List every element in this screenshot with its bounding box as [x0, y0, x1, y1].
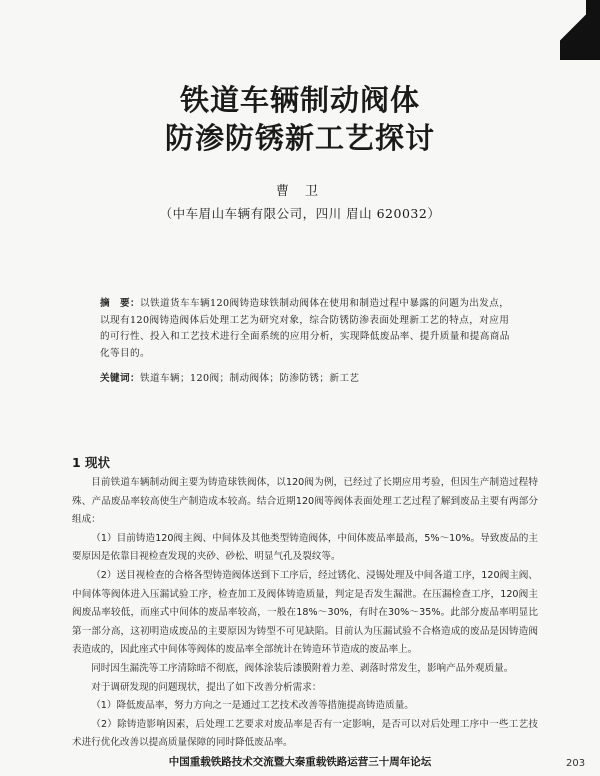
paper-title-line-1: 铁道车辆制动阀体 [179, 83, 420, 117]
author-affiliation: （中车眉山车辆有限公司，四川 眉山 620032） [159, 206, 441, 221]
paragraph: 对于调研发现的问题现状，提出了如下改善分析需求： [91, 681, 322, 693]
abstract-text: 以铁道货车车辆120阀铸造球铁制动阀体在使用和制造过程中暴露的问题为出发点，以现有120阀铸造阀体后处理工艺为研究对象，综合防锈防渗表面处理新工艺的特点，对应用的可行性、投入和工艺技术进行全面系统的应用分析，实现降低废品率、提升质量和提高商品化等目的。 [100, 298, 510, 359]
keywords [100, 370, 510, 384]
section-body [72, 474, 538, 753]
author-name: 曹 卫 [275, 184, 325, 199]
abstract [100, 296, 510, 362]
keywords-label: 关键词： [100, 373, 140, 384]
paragraph: 同时因生漏洗等工序清除暗不彻底，阀体涂装后漆膜附着力差、剥落时常发生，影响产品外观质量。 [91, 662, 514, 674]
running-footer: 中国重载铁路技术交流暨大秦重载铁路运营三十周年论坛 [168, 756, 432, 768]
paragraph: （1）目前铸造120阀主阀、中间体及其他类型铸造阀体，中间体废品率最高，5%～10%。导致废品的主要原因是依靠目视检查发现的夹砂、砂松、明显气孔及裂纹等。 [72, 532, 538, 563]
paper-title-line-2: 防渗防锈新工艺探讨 [164, 121, 435, 155]
keywords-text: 铁道车辆；120阀；制动阀体；防渗防锈；新工艺 [139, 373, 360, 384]
section-heading: 1 现状 [72, 455, 111, 470]
abstract-label: 摘 要： [100, 298, 140, 309]
paragraph: （2）送目视检查的合格各型铸造阀体送到下工序后，经过锈化、浸锡处理及中间各道工序，120阀主阀、中间体等阀体进入压漏试验工序，检查加工及阀体铸造质量，判定是否发生漏泄。在压漏检查工序，120阀主阀废品率较低，而座式中间体的废品率较高，一般在18%～30%，有时在30%～35%。此部分废品率明显比第一部分高，这初明造成废品的主要原因为铸型不可见缺陷。目前认为压漏试验不合格造成的废品是因铸造阀表造成的，因此座式中间体等阀体的废品率全部统计在铸造环节造成的废品率上。 [72, 569, 538, 656]
page-number: 203 [566, 758, 586, 769]
paragraph: （1）降低废品率，努力方向之一是通过工艺技术改善等措施提高铸造质量。 [91, 700, 414, 712]
scan-edge-artifact [586, 0, 600, 48]
paragraph: 目前铁道车辆制动阀主要为铸造球铁阀体，以120阀为例，已经过了长期应用考验，但因生产制造过程特殊、产品废品率较高使生产制造成本较高。结合近期120阀等阀体表面处理工艺过程了解到废品主要有两部分组成： [72, 477, 538, 526]
paragraph: （2）除铸造影响因素，后处理工艺要求对废品率是否有一定影响，是否可以对后处理工序中一些工艺技术进行优化改善以提高质量保障的同时降低废品率。 [72, 718, 538, 749]
